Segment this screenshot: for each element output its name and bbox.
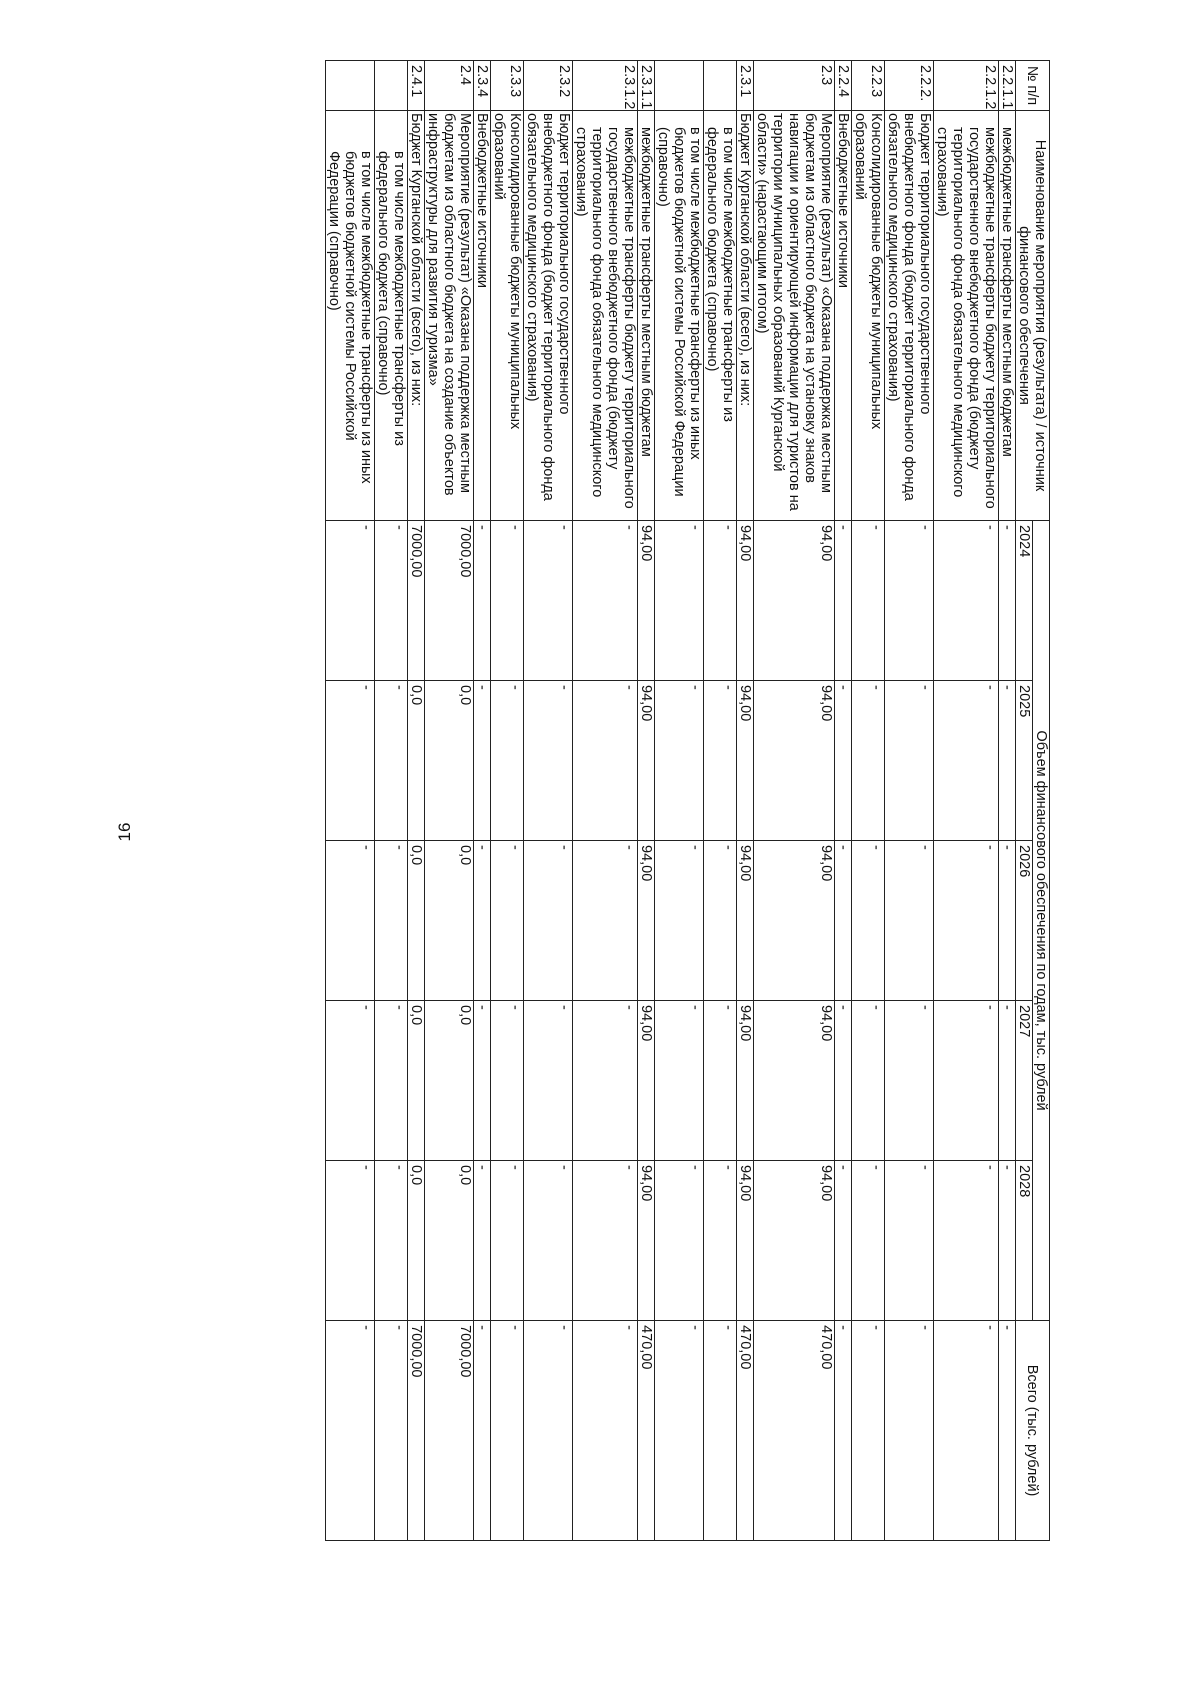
table-row bbox=[835, 61, 852, 1541]
row-number: 2.2.1.2 bbox=[934, 61, 999, 111]
row-value: 94,00 bbox=[638, 841, 655, 1001]
table-row bbox=[524, 61, 573, 1541]
row-number: 2.3.1 bbox=[737, 61, 754, 111]
table-row bbox=[737, 61, 754, 1541]
header-name: Наименование мероприятия (результата) / источник финансового обеспечения bbox=[1016, 111, 1050, 521]
row-value: 94,00 bbox=[737, 1001, 754, 1161]
header-year: 2027 bbox=[1016, 1001, 1033, 1161]
table-row bbox=[852, 61, 885, 1541]
row-number bbox=[375, 61, 408, 111]
row-value: - bbox=[885, 1161, 934, 1321]
row-value: 7000,00 bbox=[425, 521, 474, 681]
row-value: - bbox=[655, 1161, 704, 1321]
row-value: - bbox=[524, 1161, 573, 1321]
row-value: 94,00 bbox=[638, 1001, 655, 1161]
table-row bbox=[425, 61, 474, 1541]
row-value: - bbox=[852, 681, 885, 841]
row-value: - bbox=[326, 1001, 375, 1161]
row-value: - bbox=[999, 1161, 1016, 1321]
row-value: - bbox=[655, 1001, 704, 1161]
row-total: 7000,00 bbox=[425, 1321, 474, 1541]
row-total: - bbox=[474, 1321, 491, 1541]
row-value: - bbox=[999, 681, 1016, 841]
row-name: межбюджетные трансферты бюджету территориального государственного внебюджетного фонда (бюджету территориального фонда обязательного медицинского страхования) bbox=[934, 111, 999, 521]
row-value: - bbox=[474, 1161, 491, 1321]
row-value: - bbox=[655, 521, 704, 681]
row-number bbox=[655, 61, 704, 111]
table-row bbox=[999, 61, 1016, 1541]
row-number: 2.4 bbox=[425, 61, 474, 111]
row-value: - bbox=[326, 521, 375, 681]
row-name: межбюджетные трансферты местным бюджетам bbox=[638, 111, 655, 521]
row-total: - bbox=[704, 1321, 737, 1541]
row-value: 0,0 bbox=[425, 841, 474, 1001]
row-value: - bbox=[573, 841, 638, 1001]
header-year: 2026 bbox=[1016, 841, 1033, 1001]
row-total: - bbox=[999, 1321, 1016, 1541]
page-number: 16 bbox=[115, 822, 134, 842]
row-value: - bbox=[934, 1161, 999, 1321]
row-value: - bbox=[852, 521, 885, 681]
row-total: - bbox=[524, 1321, 573, 1541]
table-row bbox=[638, 61, 655, 1541]
row-value: 7000,00 bbox=[408, 521, 425, 681]
row-value: 94,00 bbox=[638, 1161, 655, 1321]
header-year: 2024 bbox=[1016, 521, 1033, 681]
row-name: в том числе межбюджетные трансферты из иных бюджетов бюджетной системы Российской Федерации (справочно) bbox=[326, 111, 375, 521]
row-number: 2.2.4 bbox=[835, 61, 852, 111]
row-value: 0,0 bbox=[425, 681, 474, 841]
row-value: - bbox=[835, 1001, 852, 1161]
row-number: 2.3 bbox=[754, 61, 835, 111]
row-name: в том числе межбюджетные трансферты из иных бюджетов бюджетной системы Российской Федерации (справочно) bbox=[655, 111, 704, 521]
row-total: - bbox=[573, 1321, 638, 1541]
row-name: в том числе межбюджетные трансферты из федерального бюджета (справочно) bbox=[375, 111, 408, 521]
row-value: 94,00 bbox=[754, 1161, 835, 1321]
row-value: - bbox=[852, 1161, 885, 1321]
row-name: Внебюджетные источники bbox=[474, 111, 491, 521]
row-value: - bbox=[704, 1001, 737, 1161]
row-total: - bbox=[934, 1321, 999, 1541]
row-value: 0,0 bbox=[408, 841, 425, 1001]
table-row bbox=[474, 61, 491, 1541]
header-year: 2025 bbox=[1016, 681, 1033, 841]
row-value: - bbox=[934, 521, 999, 681]
row-value: - bbox=[524, 1001, 573, 1161]
table-row bbox=[491, 61, 524, 1541]
row-value: 94,00 bbox=[754, 1001, 835, 1161]
row-value: - bbox=[704, 1161, 737, 1321]
row-value: - bbox=[524, 681, 573, 841]
row-name: Бюджет территориального государственного внебюджетного фонда (бюджет территориального фонда обязательного медицинского страхования) bbox=[885, 111, 934, 521]
row-name: межбюджетные трансферты местным бюджетам bbox=[999, 111, 1016, 521]
row-value: 0,0 bbox=[408, 1001, 425, 1161]
row-number: 2.3.3 bbox=[491, 61, 524, 111]
row-name: в том числе межбюджетные трансферты из федерального бюджета (справочно) bbox=[704, 111, 737, 521]
row-value: - bbox=[704, 681, 737, 841]
row-name: межбюджетные трансферты бюджету территориального государственного внебюджетного фонда (бюджету территориального фонда обязательного медицинского страхования) bbox=[573, 111, 638, 521]
row-number: 2.2.1.1 bbox=[999, 61, 1016, 111]
row-value: - bbox=[704, 521, 737, 681]
row-value: 0,0 bbox=[408, 1161, 425, 1321]
table-row bbox=[326, 61, 375, 1541]
row-name: Бюджет Курганской области (всего), из них: bbox=[408, 111, 425, 521]
row-value: - bbox=[999, 841, 1016, 1001]
row-number: 2.2.2. bbox=[885, 61, 934, 111]
table-row bbox=[408, 61, 425, 1541]
row-value: - bbox=[835, 841, 852, 1001]
row-value: - bbox=[835, 521, 852, 681]
row-value: 94,00 bbox=[754, 681, 835, 841]
row-value: - bbox=[835, 1161, 852, 1321]
row-value: - bbox=[573, 521, 638, 681]
table-body bbox=[326, 61, 1016, 1541]
row-total: - bbox=[655, 1321, 704, 1541]
row-value: - bbox=[524, 521, 573, 681]
row-name: Мероприятие (результат) «Оказана поддержка местным бюджетам из областного бюджета на создание объектов инфраструктуры для развития туризма» bbox=[425, 111, 474, 521]
row-value: - bbox=[655, 681, 704, 841]
row-value: - bbox=[326, 841, 375, 1001]
row-total: 470,00 bbox=[638, 1321, 655, 1541]
row-number bbox=[704, 61, 737, 111]
row-value: - bbox=[375, 1001, 408, 1161]
row-value: - bbox=[474, 521, 491, 681]
row-value: - bbox=[474, 681, 491, 841]
row-value: - bbox=[474, 1001, 491, 1161]
row-value: 94,00 bbox=[737, 841, 754, 1001]
row-value: 94,00 bbox=[754, 521, 835, 681]
table-row bbox=[754, 61, 835, 1541]
row-value: - bbox=[573, 1001, 638, 1161]
row-total: - bbox=[885, 1321, 934, 1541]
row-value: - bbox=[491, 521, 524, 681]
row-total: - bbox=[835, 1321, 852, 1541]
row-name: Бюджет территориального государственного внебюджетного фонда (бюджет территориального фонда обязательного медицинского страхования) bbox=[524, 111, 573, 521]
row-total: 470,00 bbox=[737, 1321, 754, 1541]
row-value: 0,0 bbox=[425, 1161, 474, 1321]
row-value: - bbox=[934, 1001, 999, 1161]
header-volume: Объем финансового обеспечения по годам, тыс. рублей bbox=[1033, 521, 1050, 1321]
row-name: Консолидированные бюджеты муниципальных образований bbox=[491, 111, 524, 521]
row-value: - bbox=[573, 1161, 638, 1321]
row-value: - bbox=[852, 841, 885, 1001]
row-name: Мероприятие (результат) «Оказана поддержка местным бюджетам из областного бюджета на установку знаков навигации и ориентирующей информации для туристов на территории муниципальных образований Курганской области» (нарастающим итогом) bbox=[754, 111, 835, 521]
row-value: - bbox=[934, 681, 999, 841]
row-value: - bbox=[885, 1001, 934, 1161]
row-name: Консолидированные бюджеты муниципальных образований bbox=[852, 111, 885, 521]
table-row bbox=[375, 61, 408, 1541]
row-value: - bbox=[704, 841, 737, 1001]
row-value: - bbox=[375, 841, 408, 1001]
row-value: - bbox=[491, 681, 524, 841]
row-value: - bbox=[326, 1161, 375, 1321]
table-row bbox=[573, 61, 638, 1541]
row-value: 94,00 bbox=[638, 521, 655, 681]
row-name: Бюджет Курганской области (всего), из них: bbox=[737, 111, 754, 521]
row-value: - bbox=[491, 1001, 524, 1161]
row-total: 470,00 bbox=[754, 1321, 835, 1541]
row-number: 2.4.1 bbox=[408, 61, 425, 111]
row-value: - bbox=[326, 681, 375, 841]
row-value: - bbox=[885, 841, 934, 1001]
row-total: - bbox=[326, 1321, 375, 1541]
row-value: - bbox=[999, 521, 1016, 681]
table-row bbox=[704, 61, 737, 1541]
row-value: - bbox=[934, 841, 999, 1001]
row-value: - bbox=[852, 1001, 885, 1161]
row-value: - bbox=[573, 681, 638, 841]
header-number: № п/п bbox=[1016, 61, 1050, 111]
row-total: - bbox=[852, 1321, 885, 1541]
row-value: 94,00 bbox=[638, 681, 655, 841]
row-number: 2.3.1.1 bbox=[638, 61, 655, 111]
row-value: 0,0 bbox=[425, 1001, 474, 1161]
row-value: - bbox=[524, 841, 573, 1001]
row-value: 94,00 bbox=[737, 521, 754, 681]
table-row bbox=[885, 61, 934, 1541]
header-row bbox=[1033, 61, 1050, 1541]
row-value: - bbox=[491, 1161, 524, 1321]
row-value: - bbox=[375, 521, 408, 681]
row-value: - bbox=[655, 841, 704, 1001]
row-total: - bbox=[491, 1321, 524, 1541]
row-value: - bbox=[474, 841, 491, 1001]
row-number: 2.2.3 bbox=[852, 61, 885, 111]
row-value: 94,00 bbox=[737, 1161, 754, 1321]
row-value: - bbox=[491, 841, 524, 1001]
row-value: 94,00 bbox=[737, 681, 754, 841]
row-number: 2.3.2 bbox=[524, 61, 573, 111]
row-name: Внебюджетные источники bbox=[835, 111, 852, 521]
row-value: - bbox=[375, 1161, 408, 1321]
table-row bbox=[655, 61, 704, 1541]
financing-table bbox=[325, 60, 1050, 1541]
header-total: Всего (тыс. рублей) bbox=[1016, 1321, 1050, 1541]
row-value: 0,0 bbox=[408, 681, 425, 841]
row-number bbox=[326, 61, 375, 111]
table-row bbox=[934, 61, 999, 1541]
row-value: - bbox=[835, 681, 852, 841]
header-year: 2028 bbox=[1016, 1161, 1033, 1321]
row-value: 94,00 bbox=[754, 841, 835, 1001]
row-total: - bbox=[375, 1321, 408, 1541]
row-number: 2.3.1.2 bbox=[573, 61, 638, 111]
row-value: - bbox=[999, 1001, 1016, 1161]
row-number: 2.3.4 bbox=[474, 61, 491, 111]
row-total: 7000,00 bbox=[408, 1321, 425, 1541]
row-value: - bbox=[885, 681, 934, 841]
row-value: - bbox=[375, 681, 408, 841]
row-value: - bbox=[885, 521, 934, 681]
rotated-table-container bbox=[160, 60, 1050, 1540]
